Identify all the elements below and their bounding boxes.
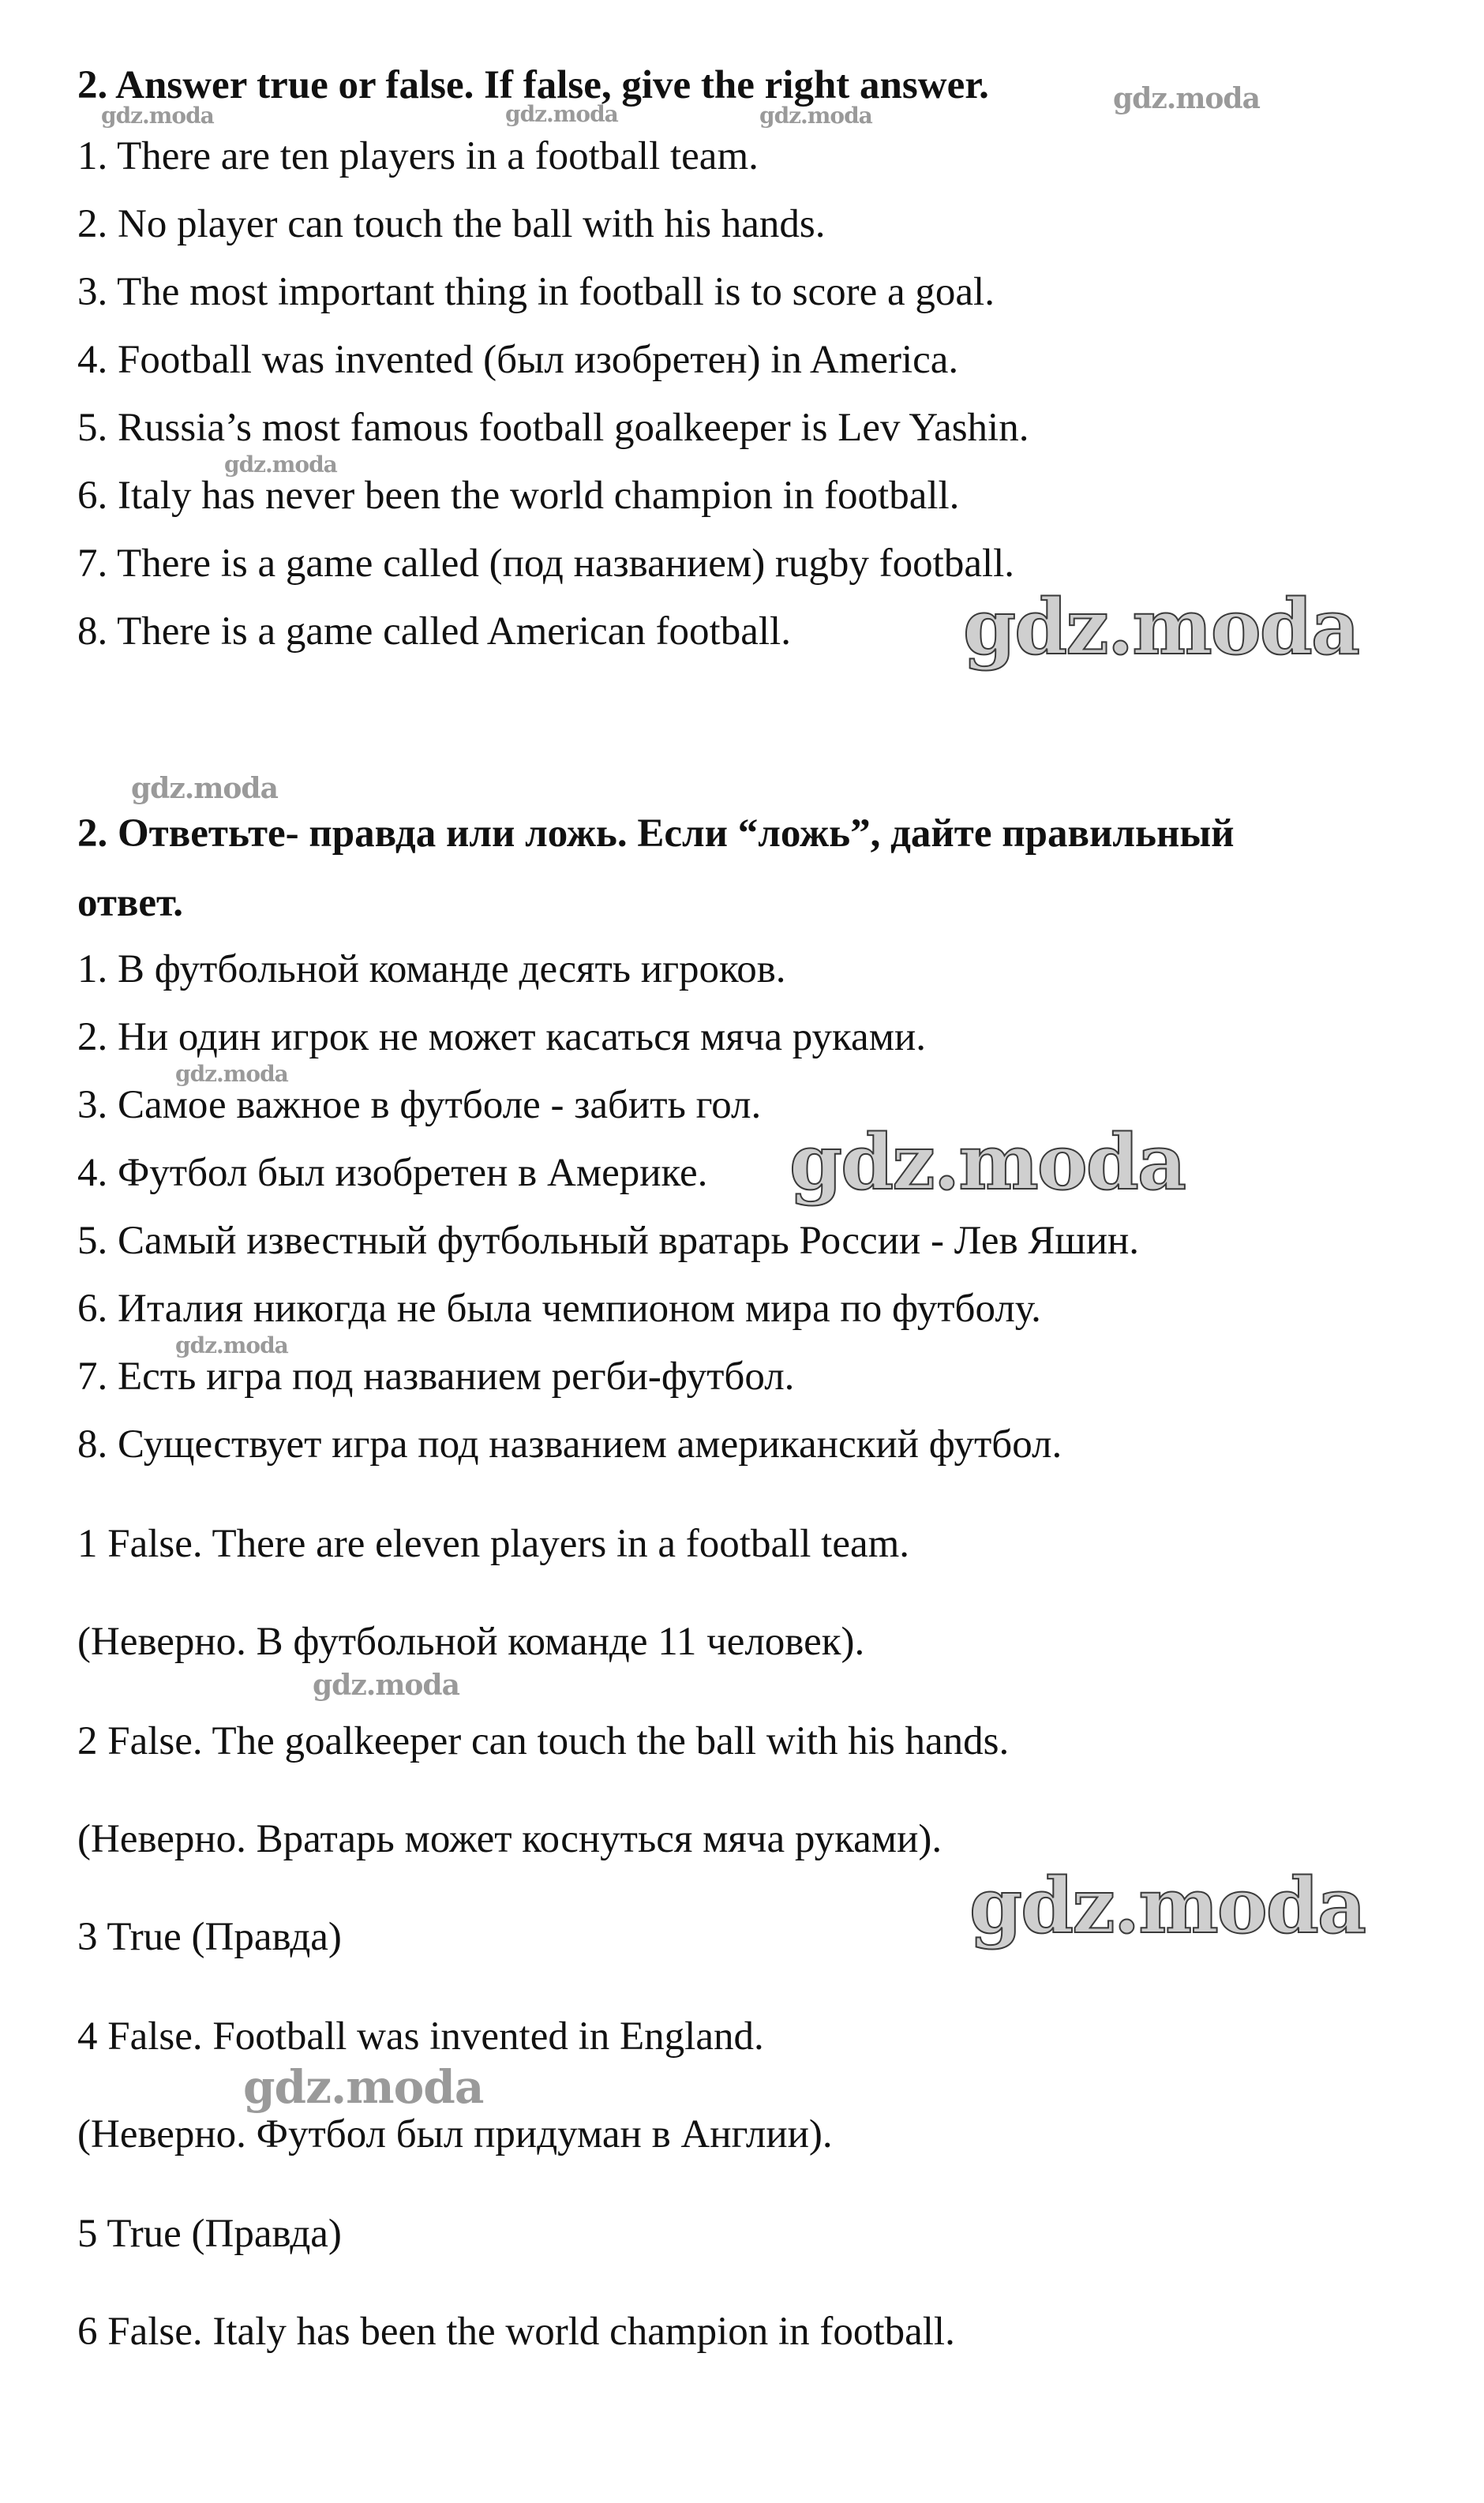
russian-item-4: 4. Футбол был изобретен в Америке. (77, 1151, 708, 1195)
watermark-logo: gdz.moda (963, 583, 1359, 672)
english-item-5: 5. Russia’s most famous football goalkeeper is Lev Yashin. (77, 406, 1029, 450)
answer-2: 2 False. The goalkeeper can touch the ball with his hands. (77, 1719, 1010, 1763)
russian-item-6: 6. Италия никогда не была чемпионом мира по футболу. (77, 1287, 1041, 1331)
watermark-logo: gdz.moda (969, 1861, 1366, 1950)
russian-item-7: 7. Есть игра под названием регби-футбол. (77, 1355, 795, 1399)
english-item-4: 4. Football was invented (был изобретен) in America. (77, 338, 959, 382)
english-item-7: 7. There is a game called (под названием) rugby football. (77, 541, 1015, 586)
watermark-logo: gdz.moda (175, 1061, 288, 1087)
answer-1: 1 False. There are eleven players in a football team. (77, 1522, 910, 1566)
english-item-6: 6. Italy has never been the world champion in football. (77, 474, 960, 518)
answer-4-translation: (Неверно. Футбол был придуман в Англии). (77, 2112, 833, 2156)
watermark-logo: gdz.moda (759, 103, 872, 129)
russian-heading-line-1: 2. Ответьте- правда или ложь. Если “ложь”, дайте правильный (77, 811, 1235, 856)
english-item-2: 2. No player can touch the ball with his hands. (77, 202, 826, 246)
answer-6: 6 False. Italy has been the world champion in football. (77, 2310, 955, 2354)
watermark-logo: gdz.moda (1113, 82, 1260, 115)
english-item-1: 1. There are ten players in a football team. (77, 134, 759, 178)
answer-4: 4 False. Football was invented in England. (77, 2014, 764, 2059)
russian-item-2: 2. Ни один игрок не может касаться мяча руками. (77, 1015, 927, 1059)
watermark-logo: gdz.moda (789, 1118, 1186, 1207)
watermark-logo: gdz.moda (131, 772, 278, 805)
answer-5: 5 True (Правда) (77, 2212, 342, 2256)
answer-3: 3 True (Правда) (77, 1915, 342, 1959)
russian-heading-line-2: ответ. (77, 881, 184, 925)
english-item-8: 8. There is a game called American football. (77, 609, 791, 654)
english-item-3: 3. The most important thing in football is to score a goal. (77, 270, 995, 314)
watermark-logo: gdz.moda (313, 1669, 459, 1702)
russian-item-5: 5. Самый известный футбольный вратарь России - Лев Яшин. (77, 1219, 1140, 1263)
watermark-logo: gdz.moda (175, 1332, 288, 1358)
watermark-logo: gdz.moda (101, 103, 214, 129)
watermark-logo: gdz.moda (243, 2060, 484, 2114)
russian-item-3: 3. Самое важное в футболе - забить гол. (77, 1083, 762, 1127)
answer-1-translation: (Неверно. В футбольной команде 11 человек). (77, 1620, 865, 1664)
watermark-logo: gdz.moda (505, 101, 618, 127)
russian-item-1: 1. В футбольной команде десять игроков. (77, 947, 786, 991)
answer-2-translation: (Неверно. Вратарь может коснуться мяча руками). (77, 1817, 942, 1861)
english-heading: 2. Answer true or false. If false, give the right answer. (77, 63, 989, 107)
russian-item-8: 8. Существует игра под названием американский футбол. (77, 1422, 1062, 1467)
watermark-logo: gdz.moda (224, 452, 337, 478)
